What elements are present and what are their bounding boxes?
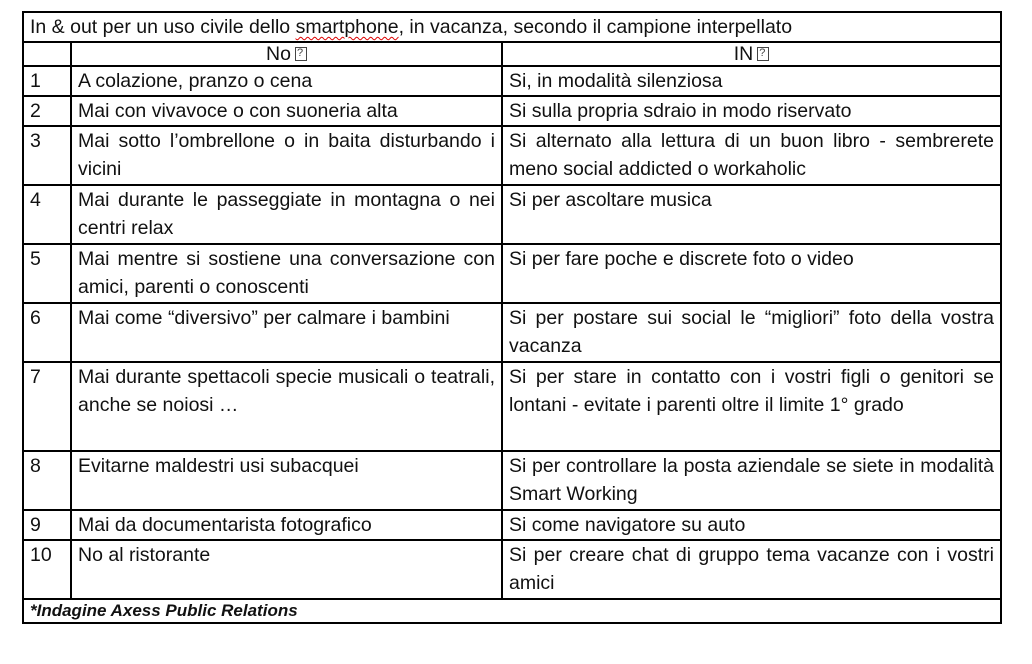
in-cell: Si per stare in contatto con i vostri figli o genitori se lontani - evitate i parenti oltre il limite 1° grado (502, 362, 1001, 451)
table-row (23, 96, 1001, 126)
row-number: 9 (23, 510, 71, 540)
header-in (502, 42, 1001, 66)
in-cell: Si per fare poche e discrete foto o video (502, 244, 1001, 303)
in-cell: Si per controllare la posta aziendale se siete in modalità Smart Working (502, 451, 1001, 510)
no-cell: Mai durante le passeggiate in montagna o nei centri relax (71, 185, 502, 244)
row-number: 10 (23, 540, 71, 599)
title-spellcheck-word: smartphone (295, 16, 399, 38)
row-number: 6 (23, 303, 71, 362)
in-cell: Si per creare chat di gruppo tema vacanze con i vostri amici (502, 540, 1001, 599)
in-cell: Si alternato alla lettura di un buon libro - sembrerete meno social addicted o workaholic (502, 126, 1001, 185)
survey-table (22, 11, 1002, 624)
table-row (23, 185, 1001, 244)
header-no-label: No (266, 43, 291, 65)
table-row (23, 303, 1001, 362)
header-num-cell (23, 42, 71, 66)
row-number: 8 (23, 451, 71, 510)
no-cell: No al ristorante (71, 540, 502, 599)
row-number: 2 (23, 96, 71, 126)
no-cell: A colazione, pranzo o cena (71, 66, 502, 96)
in-cell: Si per ascoltare musica (502, 185, 1001, 244)
title-text-start: In & out per un uso civile dello (30, 16, 296, 38)
no-cell: Mai sotto l’ombrellone o in baita disturbando i vicini (71, 126, 502, 185)
table-row (23, 362, 1001, 451)
no-cell: Mai da documentarista fotografico (71, 510, 502, 540)
row-number: 7 (23, 362, 71, 451)
missing-glyph-icon (295, 47, 307, 61)
row-number: 1 (23, 66, 71, 96)
row-number: 3 (23, 126, 71, 185)
no-cell: Mai con vivavoce o con suoneria alta (71, 96, 502, 126)
title-text-end: , in vacanza, secondo il campione interpellato (398, 16, 793, 38)
table-row (23, 540, 1001, 599)
row-number: 5 (23, 244, 71, 303)
table-title (23, 12, 1001, 42)
table-row (23, 451, 1001, 510)
table-row (23, 244, 1001, 303)
in-cell: Si come navigatore su auto (502, 510, 1001, 540)
no-cell: Evitarne maldestri usi subacquei (71, 451, 502, 510)
header-in-label: IN (733, 43, 754, 65)
in-cell: Si, in modalità silenziosa (502, 66, 1001, 96)
table-row (23, 510, 1001, 540)
in-cell: Si sulla propria sdraio in modo riservato (502, 96, 1001, 126)
source-footnote: *Indagine Axess Public Relations (23, 599, 1001, 623)
missing-glyph-icon (757, 47, 769, 61)
table-row (23, 66, 1001, 96)
in-cell: Si per postare sui social le “migliori” foto della vostra vacanza (502, 303, 1001, 362)
no-cell: Mai durante spettacoli specie musicali o teatrali, anche se noiosi … (71, 362, 502, 451)
no-cell: Mai come “diversivo” per calmare i bambini (71, 303, 502, 362)
no-cell: Mai mentre si sostiene una conversazione con amici, parenti o conoscenti (71, 244, 502, 303)
header-no (71, 42, 502, 66)
table-row (23, 126, 1001, 185)
row-number: 4 (23, 185, 71, 244)
